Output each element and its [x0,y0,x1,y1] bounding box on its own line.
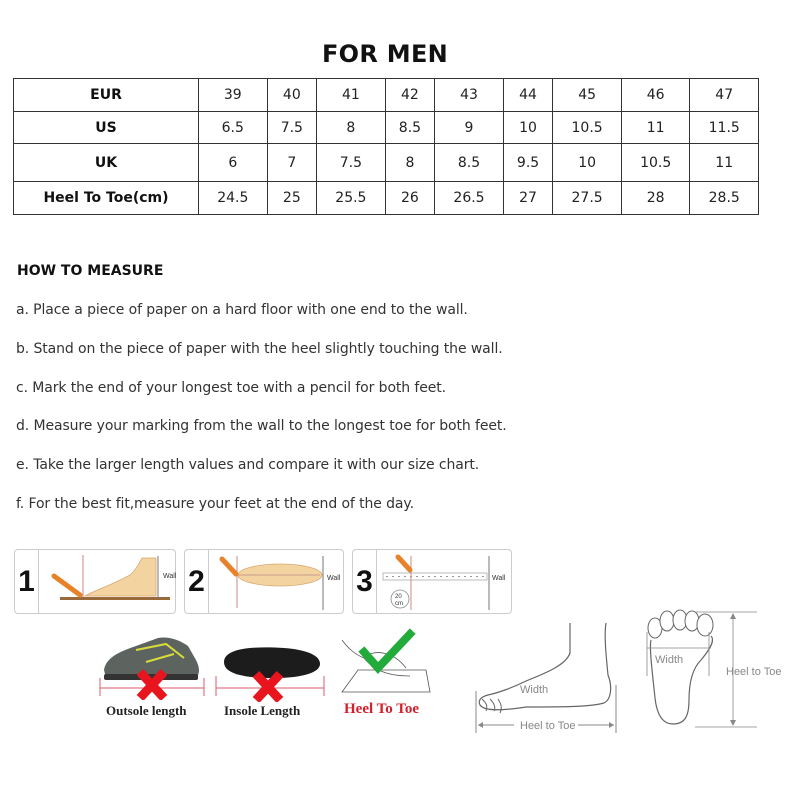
table-cell: 24.5 [199,182,268,215]
svg-text:Heel to Toe: Heel to Toe [726,666,782,678]
step-e: e. Take the larger length values and compare it with our size chart. [16,457,480,474]
table-cell: 11.5 [690,112,759,144]
table-cell: 7.5 [317,144,386,182]
heel-to-toe-check-icon [334,628,438,700]
foot-sole-outline-icon [645,608,800,733]
table-cell: 8.5 [385,112,435,144]
table-row [14,144,759,182]
table-cell: 9 [435,112,504,144]
insole-label: Insole Length [224,703,301,718]
row-header: US [14,112,199,144]
measure-steps [16,300,507,533]
table-cell: 26.5 [435,182,504,215]
table-cell: 25 [267,182,317,215]
table-cell: 44 [503,79,553,112]
table-cell: 28.5 [690,182,759,215]
table-cell: 26 [385,182,435,215]
table-cell: 7.5 [267,112,317,144]
table-cell: 10.5 [553,112,622,144]
table-cell: 42 [385,79,435,112]
outsole-label: Outsole length [106,703,187,718]
table-cell: 47 [690,79,759,112]
size-chart-table [13,78,759,215]
table-cell: 46 [621,79,690,112]
table-cell: 10 [553,144,622,182]
row-header: Heel To Toe(cm) [14,182,199,215]
insole-icon [214,640,326,702]
step-c: c. Mark the end of your longest toe with a pencil for both feet. [16,379,447,396]
heel-to-toe-label: Heel To Toe [344,701,420,717]
table-cell: 45 [553,79,622,112]
ruler-measure-icon [378,550,512,613]
svg-text:Wall: Wall [163,573,176,580]
table-cell: 41 [317,79,386,112]
table-cell: 11 [621,112,690,144]
svg-text:Heel to Toe: Heel to Toe [520,720,576,732]
svg-text:Wall: Wall [492,575,506,582]
panel-number: 3 [353,550,377,613]
shoe-outsole-icon [96,630,206,700]
table-cell: 8 [385,144,435,182]
svg-text:Width: Width [520,684,549,696]
table-cell: 28 [621,182,690,215]
table-cell: 27.5 [553,182,622,215]
step-d: d. Measure your marking from the wall to the longest toe for both feet. [16,418,507,435]
table-cell: 39 [199,79,268,112]
how-to-measure-heading: HOW TO MEASURE [17,263,164,279]
table-cell: 43 [435,79,504,112]
table-row [14,112,759,144]
foot-side-outline-icon [470,615,645,735]
foot-top-pencil-icon [210,550,344,613]
table-cell: 40 [267,79,317,112]
table-cell: 9.5 [503,144,553,182]
table-cell: 11 [690,144,759,182]
svg-text:Width: Width [655,654,684,666]
table-row [14,79,759,112]
diagram-panel-1 [14,549,176,614]
row-header: EUR [14,79,199,112]
step-a: a. Place a piece of paper on a hard floor with one end to the wall. [16,302,468,318]
table-cell: 8.5 [435,144,504,182]
foot-side-pencil-icon [40,550,176,613]
table-cell: 8 [317,112,386,144]
svg-text:Wall: Wall [327,575,341,582]
table-row [14,182,759,215]
table-cell: 10 [503,112,553,144]
table-cell: 7 [267,144,317,182]
step-f: f. For the best fit,measure your feet at the end of the day. [16,495,414,512]
page-title: FOR MEN [321,40,449,68]
row-header: UK [14,144,199,182]
svg-text:20: 20 [395,594,402,600]
table-cell: 6.5 [199,112,268,144]
table-cell: 6 [199,144,268,182]
step-b: b. Stand on the piece of paper with the heel slightly touching the wall. [16,340,503,357]
diagram-panel-3 [352,549,512,614]
table-cell: 25.5 [317,182,386,215]
panel-number: 2 [185,550,209,613]
svg-text:cm: cm [395,601,403,607]
diagram-panel-2 [184,549,344,614]
table-cell: 27 [503,182,553,215]
panel-number: 1 [15,550,39,613]
table-cell: 10.5 [621,144,690,182]
